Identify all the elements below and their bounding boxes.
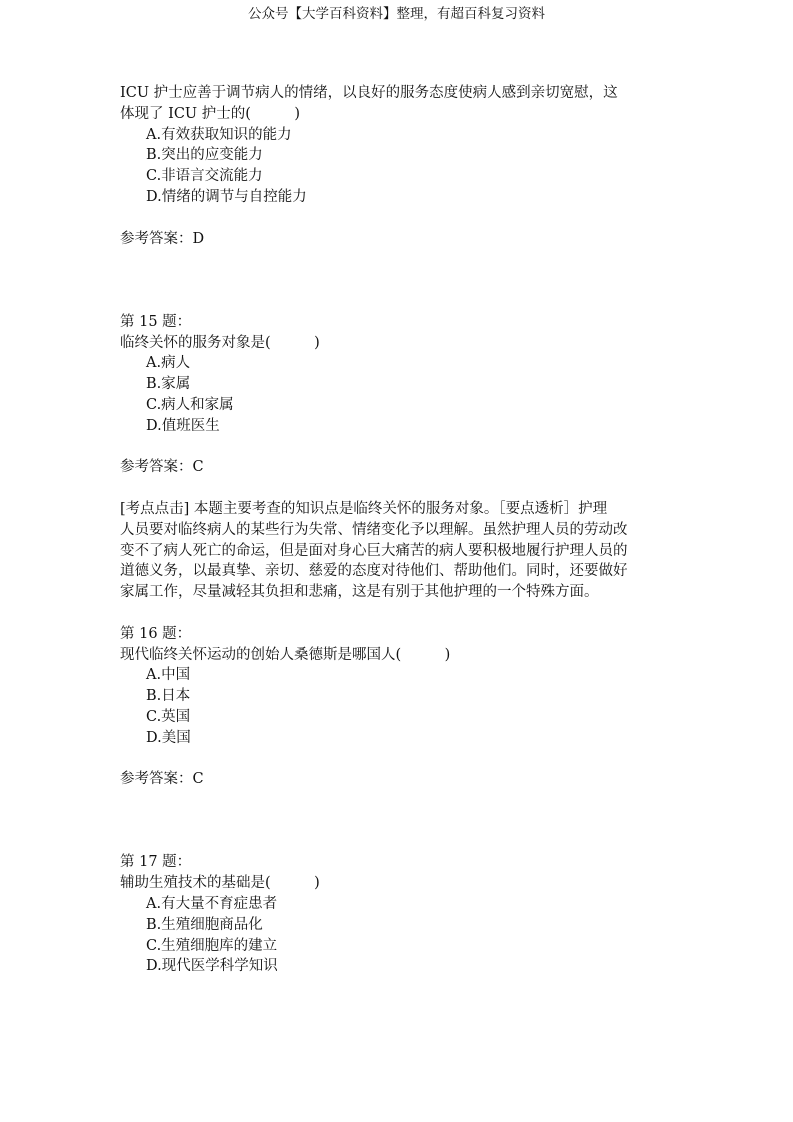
analysis-line: 道德义务，以最真挚、亲切、慈爱的态度对待他们、帮助他们。同时，还要做好 bbox=[120, 563, 628, 580]
option-c: C.病人和家属 bbox=[146, 396, 234, 413]
question-stem-line: 体现了 ICU 护士的( ) bbox=[120, 105, 301, 122]
question-14 bbox=[120, 83, 680, 249]
question-stem-line: ICU 护士应善于调节病人的情绪，以良好的服务态度使病人感到亲切宽慰，这 bbox=[120, 85, 618, 101]
answer-line: 参考答案：C bbox=[120, 459, 204, 476]
analysis-line: 家属工作，尽量减轻其负担和悲痛，这是有别于其他护理的一个特殊方面。 bbox=[120, 584, 599, 601]
question-number: 第 16 题： bbox=[120, 625, 192, 642]
question-stem: 现代临终关怀运动的创始人桑德斯是哪国人( ) bbox=[120, 646, 451, 663]
analysis-line: [考点点击] 本题主要考查的知识点是临终关怀的服务对象。［要点透析］护理 bbox=[120, 500, 608, 517]
answer-line: 参考答案：C bbox=[120, 771, 204, 788]
analysis-line: 人员要对临终病人的某些行为失常、情绪变化予以理解。虽然护理人员的劳动改 bbox=[120, 521, 628, 538]
option-c: C.英国 bbox=[146, 708, 191, 725]
document-body bbox=[120, 83, 680, 977]
question-stem: 临终关怀的服务对象是( ) bbox=[120, 334, 320, 351]
option-a: A.病人 bbox=[146, 355, 191, 372]
question-stem: 辅助生殖技术的基础是( ) bbox=[120, 875, 320, 892]
option-c: C.非语言交流能力 bbox=[146, 168, 263, 185]
option-d: D.美国 bbox=[146, 729, 191, 746]
question-15 bbox=[120, 312, 680, 603]
option-b: B.生殖细胞商品化 bbox=[146, 916, 263, 933]
question-number: 第 17 题： bbox=[120, 854, 192, 871]
analysis-line: 变不了病人死亡的命运，但是面对身心巨大痛苦的病人要积极地履行护理人员的 bbox=[120, 542, 628, 559]
option-c: C.生殖细胞库的建立 bbox=[146, 937, 278, 954]
question-number: 第 15 题： bbox=[120, 313, 192, 330]
option-a: A.中国 bbox=[146, 667, 191, 684]
option-b: B.突出的应变能力 bbox=[146, 147, 263, 164]
question-16 bbox=[120, 624, 680, 790]
option-a: A.有效获取知识的能力 bbox=[146, 126, 292, 143]
option-a: A.有大量不育症患者 bbox=[146, 896, 278, 913]
option-b: B.家属 bbox=[146, 376, 191, 393]
answer-line: 参考答案：D bbox=[120, 230, 205, 247]
question-17 bbox=[120, 852, 680, 977]
option-d: D.情绪的调节与自控能力 bbox=[146, 188, 307, 205]
option-b: B.日本 bbox=[146, 688, 191, 705]
page-header: 公众号【大学百科资料】整理，有超百科复习资料 bbox=[248, 6, 545, 22]
option-d: D.值班医生 bbox=[146, 417, 220, 434]
option-d: D.现代医学科学知识 bbox=[146, 958, 278, 975]
answer-analysis bbox=[120, 499, 680, 603]
